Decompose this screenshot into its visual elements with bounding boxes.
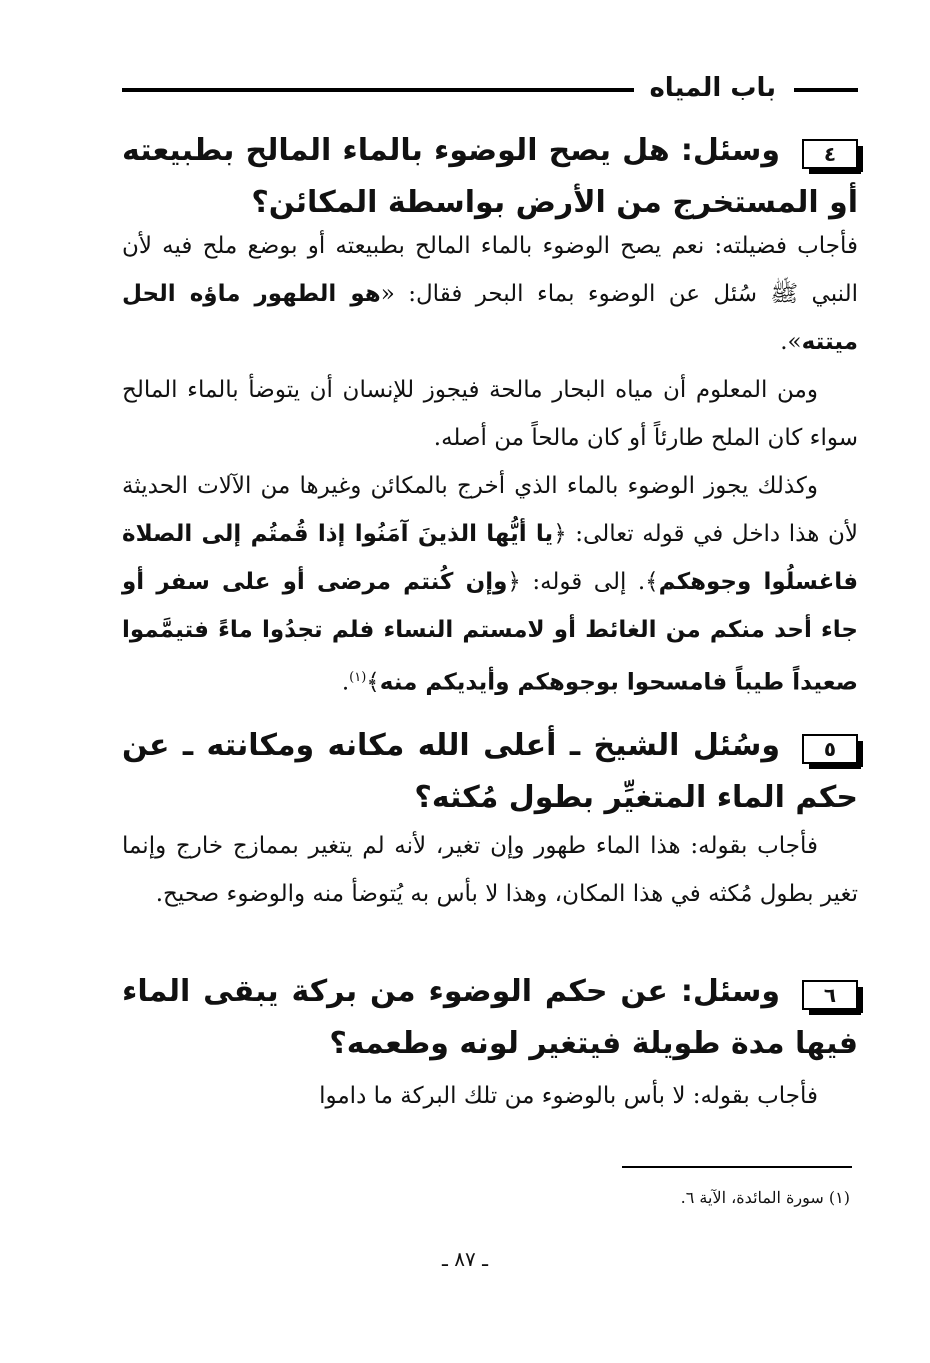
answer-text: فأجاب بقوله: لا بأس بالوضوء من تلك البركة ما داموا <box>319 1083 818 1109</box>
footnote-reference[interactable]: (١) <box>349 670 367 685</box>
answer-paragraph <box>122 462 858 707</box>
header-rule <box>794 88 858 92</box>
hadith-quote: هو الطهور ماؤه الحل ميتته <box>122 281 858 355</box>
answer-text: ﴾. إلى قوله: ﴿ <box>507 569 659 595</box>
running-header <box>122 66 858 106</box>
answer-text: ومن المعلوم أن مياه البحار مالحة فيجوز للإنسان أن يتوضأ بالماء المالح سواء كان الملح طارئاً أو كان مالحاً من أصله. <box>122 377 858 451</box>
quran-quote: يا أيُّها الذينَ آمَنُوا إذا قُمتُم إلى الصلاة فاغسلُوا وجوهكم <box>122 521 858 595</box>
answer-text: فأجاب بقوله: هذا الماء طهور وإن تغير، لأنه لم يتغير بممازج خارج وإنما تغير بطول مُكثه في هذا المكان، وهذا لا بأس به يُتوضأ منه والوضوء صحيح. <box>122 833 858 907</box>
answer-text: وكذلك يجوز الوضوء بالماء الذي أخرج بالمكائن وغيرها من الآلات الحديثة لأن هذا داخل في قوله تعالى: ﴿ <box>122 473 858 547</box>
footnote-rule <box>622 1166 852 1168</box>
question-6 <box>122 966 858 1070</box>
question-number-box: ٦ <box>802 980 858 1010</box>
question-number-box: ٥ <box>802 734 858 764</box>
answer-paragraph <box>122 1072 858 1120</box>
answer-text: ». <box>780 329 802 355</box>
answer-text: . <box>341 669 350 696</box>
answer-paragraph <box>122 366 858 462</box>
question-text: وسئل: عن حكم الوضوء من بركة يبقى الماء فيها مدة طويلة فيتغير لونه وطعمه؟ <box>122 974 858 1061</box>
answer-text: ﴾ <box>366 669 380 696</box>
question-number-box: ٤ <box>802 139 858 169</box>
page-number: ـ ٨٧ ـ <box>442 1247 488 1271</box>
question-5 <box>122 720 858 824</box>
footnote: (١) سورة المائدة، الآية ٦. <box>680 1188 850 1207</box>
header-rule <box>122 88 634 92</box>
answer-paragraph <box>122 222 858 366</box>
question-4 <box>122 125 858 229</box>
answer-text: فأجاب فضيلته: نعم يصح الوضوء بالماء المالح بطبيعته أو بوضع ملح فيه لأن النبي ﷺ سُئل عن الوضوء بماء البحر فقال: « <box>122 233 859 307</box>
chapter-title: باب المياه <box>649 73 776 103</box>
quran-quote: وإن كُنتم مرضى أو على سفر أو جاء أحد منكم من الغائط أو لامستم النساء فلم تجدُوا ماءً فتيمَّموا صعيداً طيباً فامسحوا بوجوهكم وأيديكم منه <box>122 569 858 696</box>
answer-paragraph <box>122 822 858 918</box>
question-text: وسئل: هل يصح الوضوء بالماء المالح بطبيعته أو المستخرج من الأرض بواسطة المكائن؟ <box>122 133 858 220</box>
question-text: وسُئل الشيخ ـ أعلى الله مكانه ومكانته ـ عن حكم الماء المتغيِّر بطول مُكثه؟ <box>122 728 858 815</box>
